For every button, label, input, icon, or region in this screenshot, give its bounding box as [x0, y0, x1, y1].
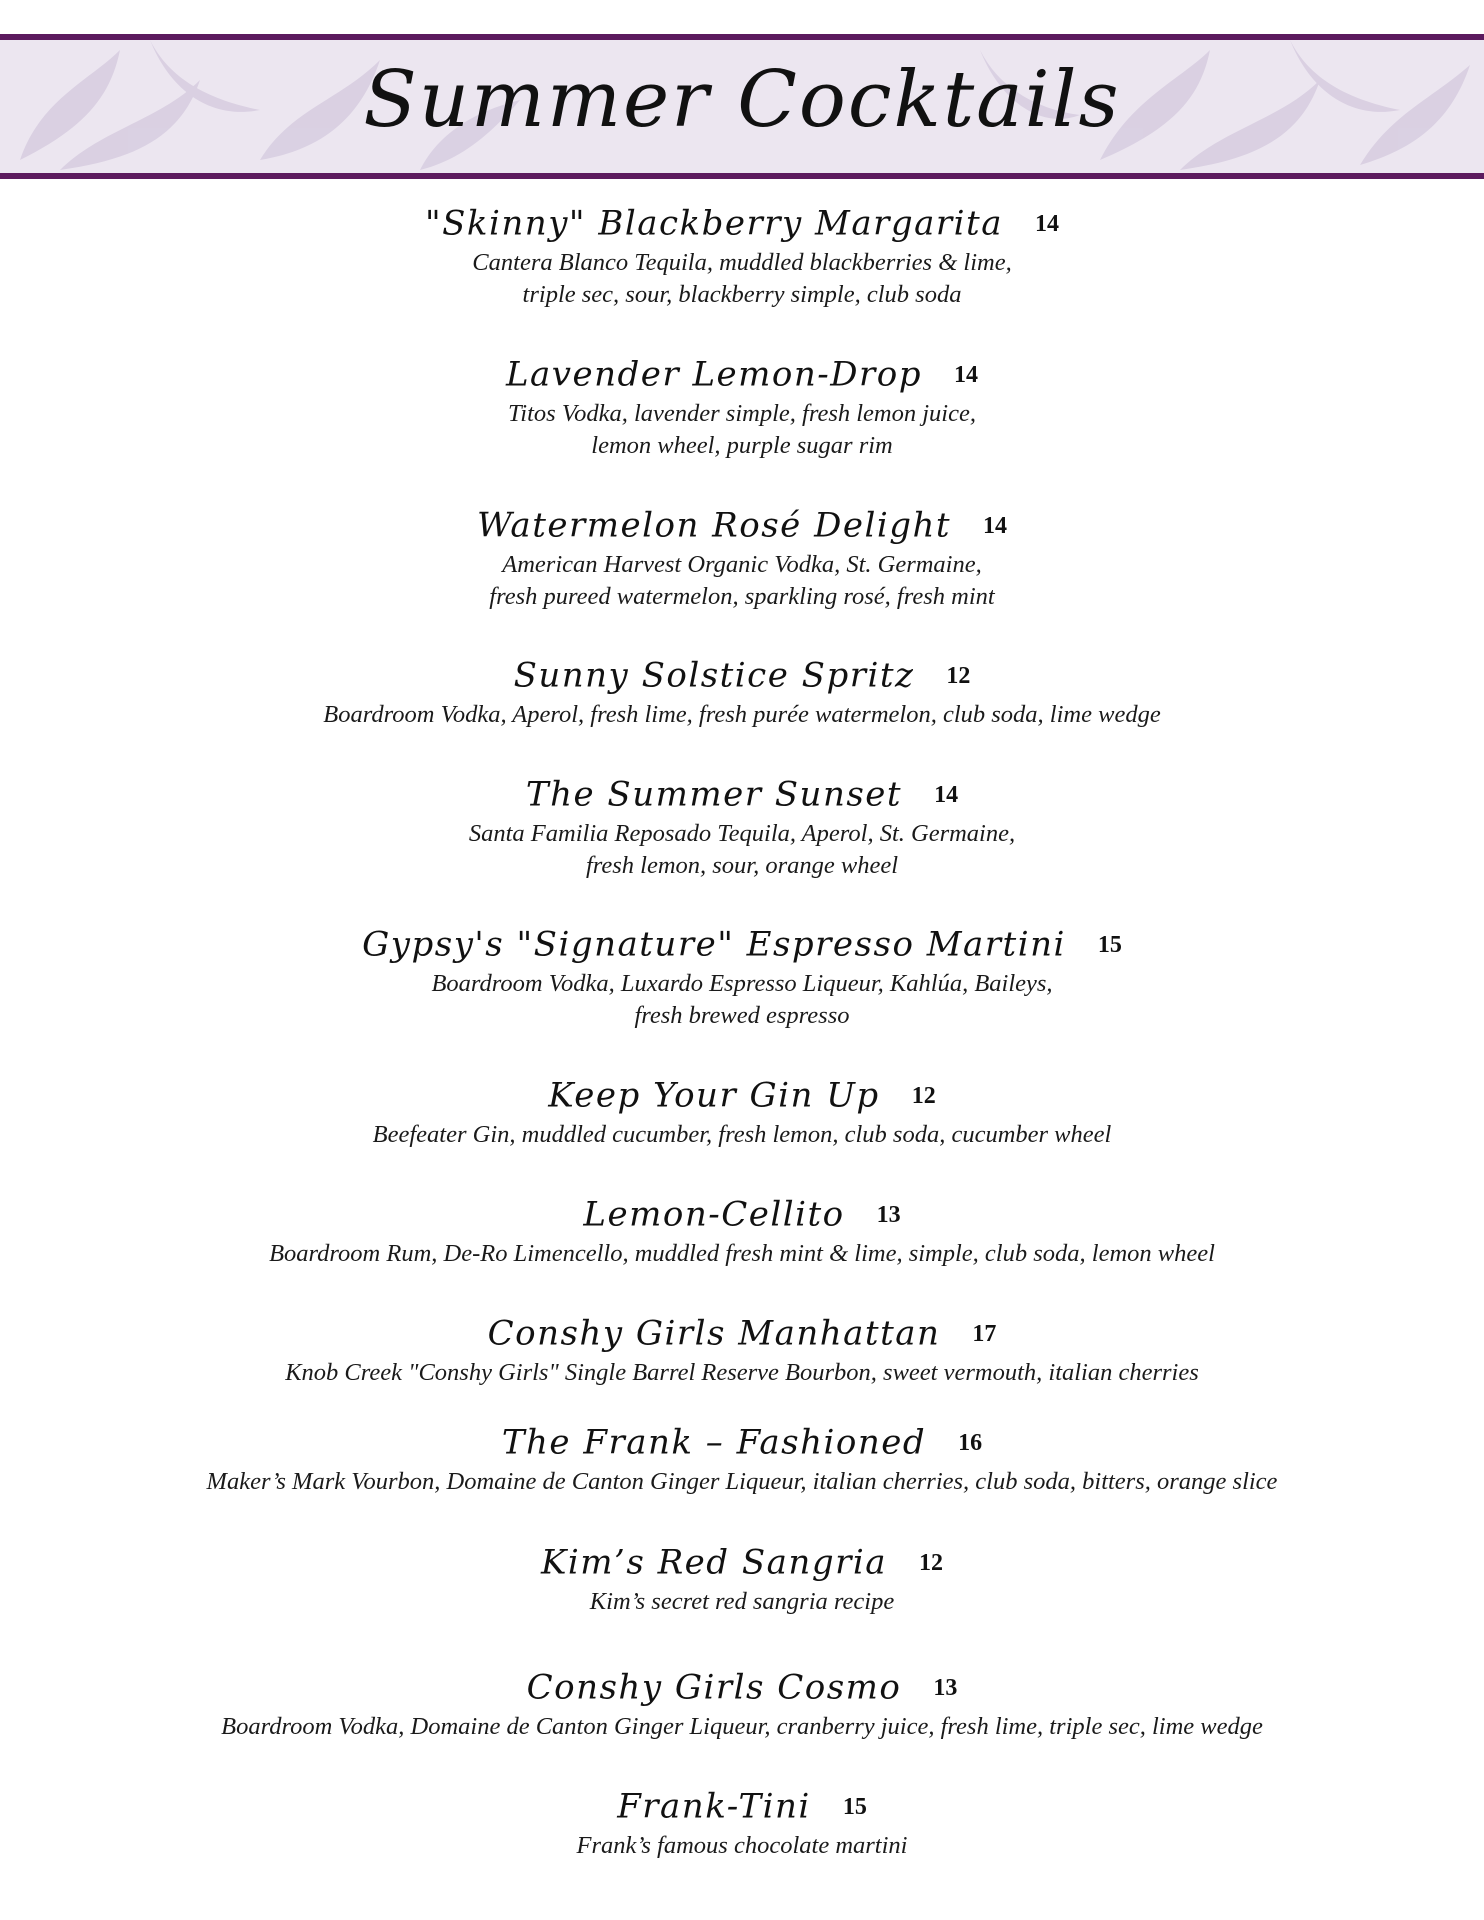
item-description-line: Santa Familia Reposado Tequila, Aperol, St. Germaine, — [468, 820, 1016, 847]
item-description-line: triple sec, sour, blackberry simple, club soda — [522, 281, 962, 308]
item-name: Lemon-Cellito — [583, 1194, 845, 1235]
menu-item — [0, 1309, 1484, 1389]
item-name: Conshy Girls Cosmo — [526, 1667, 902, 1708]
menu-item — [0, 770, 1484, 882]
item-description-line: fresh pureed watermelon, sparkling rosé, fresh mint — [489, 583, 995, 610]
item-description-line: fresh brewed espresso — [634, 1002, 850, 1029]
item-description-line: Frank’s famous chocolate martini — [576, 1832, 908, 1859]
menu-item — [0, 1418, 1484, 1498]
item-heading — [0, 350, 1484, 398]
item-heading — [0, 1071, 1484, 1119]
page-title: Summer Cocktails — [363, 55, 1121, 145]
item-heading — [0, 770, 1484, 818]
item-name: Kim’s Red Sangria — [541, 1542, 887, 1583]
item-description-line: fresh lemon, sour, orange wheel — [585, 852, 899, 879]
menu-item — [0, 501, 1484, 613]
item-name: Watermelon Rosé Delight — [476, 505, 952, 546]
item-heading — [0, 1418, 1484, 1466]
item-description-line: Maker’s Mark Vourbon, Domaine de Canton Ginger Liqueur, italian cherries, club soda, bitters, orange slice — [206, 1468, 1278, 1495]
menu-item — [0, 1663, 1484, 1743]
item-heading — [0, 651, 1484, 699]
menu-item — [0, 1538, 1484, 1618]
item-heading — [0, 920, 1484, 968]
item-price: 16 — [958, 1429, 983, 1456]
item-name: Gypsy's "Signature" Espresso Martini — [362, 924, 1066, 965]
item-price: 12 — [911, 1082, 936, 1109]
item-price: 12 — [919, 1549, 943, 1576]
item-price: 14 — [983, 512, 1008, 539]
item-name: Lavender Lemon-Drop — [505, 354, 923, 395]
item-name: The Frank – Fashioned — [501, 1422, 927, 1463]
item-name: Sunny Solstice Spritz — [513, 655, 915, 696]
item-name: Frank-Tini — [617, 1786, 811, 1827]
menu-item — [0, 651, 1484, 731]
item-description-line: Boardroom Vodka, Domaine de Canton Ginger Liqueur, cranberry juice, fresh lime, triple sec, lime wedge — [221, 1713, 1263, 1740]
item-price: 12 — [946, 662, 971, 689]
item-description-line: lemon wheel, purple sugar rim — [591, 432, 893, 459]
item-description-line: Boardroom Vodka, Luxardo Espresso Liqueur, Kahlúa, Baileys, — [431, 970, 1053, 997]
header-band — [0, 34, 1484, 179]
item-heading — [0, 1538, 1484, 1586]
item-description-line: Knob Creek "Conshy Girls" Single Barrel Reserve Bourbon, sweet vermouth, italian cherries — [285, 1359, 1199, 1386]
menu-item — [0, 199, 1484, 311]
menu-item — [0, 1071, 1484, 1151]
menu-item — [0, 1782, 1484, 1862]
item-price: 14 — [954, 361, 979, 388]
item-description-line: Titos Vodka, lavender simple, fresh lemon juice, — [508, 400, 976, 427]
item-heading — [0, 1663, 1484, 1711]
item-name: "Skinny" Blackberry Margarita — [425, 203, 1003, 244]
item-price: 15 — [1097, 931, 1122, 958]
item-heading — [0, 199, 1484, 247]
menu-item — [0, 920, 1484, 1032]
item-description-line: Kim’s secret red sangria recipe — [589, 1588, 895, 1615]
menu-item — [0, 1190, 1484, 1270]
item-heading — [0, 1782, 1484, 1830]
item-description-line: American Harvest Organic Vodka, St. Germaine, — [502, 551, 982, 578]
item-price: 14 — [1034, 210, 1059, 237]
item-name: The Summer Sunset — [525, 774, 903, 815]
item-heading — [0, 501, 1484, 549]
item-name: Conshy Girls Manhattan — [487, 1313, 941, 1354]
menu-item — [0, 350, 1484, 462]
item-price: 13 — [933, 1674, 958, 1701]
item-price: 13 — [876, 1201, 901, 1228]
item-heading — [0, 1309, 1484, 1357]
item-description-line: Beefeater Gin, muddled cucumber, fresh lemon, club soda, cucumber wheel — [372, 1121, 1112, 1148]
item-price: 14 — [934, 781, 959, 808]
item-price: 17 — [972, 1320, 997, 1347]
item-description-line: Boardroom Rum, De-Ro Limencello, muddled fresh mint & lime, simple, club soda, lemon wheel — [269, 1240, 1215, 1267]
item-name: Keep Your Gin Up — [548, 1075, 880, 1116]
item-price: 15 — [842, 1793, 867, 1820]
item-description-line: Boardroom Vodka, Aperol, fresh lime, fresh purée watermelon, club soda, lime wedge — [323, 701, 1161, 728]
item-heading — [0, 1190, 1484, 1238]
item-description-line: Cantera Blanco Tequila, muddled blackberries & lime, — [472, 249, 1012, 276]
